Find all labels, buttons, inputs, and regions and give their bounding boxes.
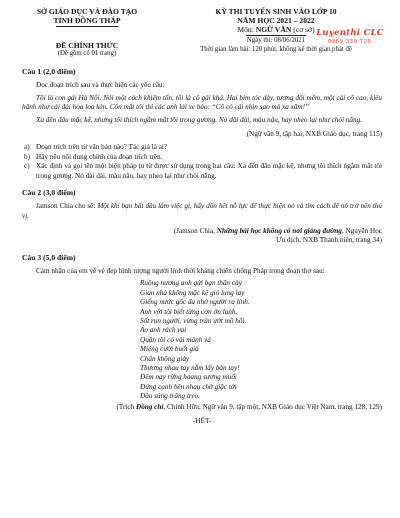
- poem: [140, 279, 382, 401]
- subject-note: (cơ sở): [291, 25, 315, 34]
- poem-line: Miệng cười buốt giá: [140, 345, 199, 354]
- q1-task-list: [22, 143, 382, 181]
- poem-line: Anh với tôi biết từng cơn ớn lạnh,: [140, 307, 238, 316]
- dept-name: SỞ GIÁO DỤC VÀ ĐÀO TẠO: [36, 7, 138, 16]
- task-marker: b): [24, 152, 30, 161]
- q2-source-a: (Jamson Chia,: [173, 226, 217, 235]
- pages-note: (Đề gồm có 01 trang): [57, 50, 117, 57]
- q1-task-item: [22, 162, 382, 181]
- poem-line: Chân không giày: [140, 354, 190, 363]
- q3-source-a: (Trích: [116, 402, 136, 411]
- q1-source: (Ngữ văn 9, tập hai, NXB Giáo dục, trang 115): [246, 130, 382, 139]
- q3-source: [22, 403, 382, 413]
- province-name: TỈNH ĐỒNG THÁP: [53, 16, 121, 25]
- task-text: Hãy nêu nội dung chính của đoạn trích trên.: [36, 152, 163, 161]
- logo-name: Luyenthi CLC: [316, 28, 384, 38]
- q1-task-item: [22, 153, 382, 163]
- poem-line: Sốt run người, vừng trán ướt mồ hôi.: [140, 316, 247, 325]
- official-label: ĐỀ CHÍNH THỨC: [55, 41, 119, 50]
- q2-quote: Một khi bạn bắt đầu làm việc gì, hãy dồn hết nỗ lực để thực hiện nó và tìm cách để nó trở nên thú vị.: [22, 202, 382, 220]
- subject-name: NGỮ VĂN: [255, 25, 292, 34]
- poem-line: Quần tôi có vài mảnh vá: [140, 335, 211, 344]
- question-1-title: Câu 1 (2,0 điểm): [22, 67, 76, 76]
- exam-content: [22, 67, 382, 425]
- poem-line: Áo anh rách vai: [140, 326, 187, 335]
- logo-phone: 0969 339 725: [328, 39, 372, 45]
- q2-lead: Jamson Chia cho sẽ:: [36, 202, 98, 211]
- q1-passage-1: Tôi là con gái Hà Nội. Nói một cách khiêm tốn, tôi là cô gái khá. Hai bím tóc dày, tương đối mềm, một cái cổ cao, kiêu hãnh như cái đài hoa loa kèn. Còn mắt tôi thì các anh lái xe bảo: “Cô có cái nhìn sao mà xa xăm!”: [22, 93, 382, 112]
- q2-book-title: Những bài học không có nơi giảng đường: [216, 226, 342, 235]
- divider: [246, 35, 306, 36]
- poem-line: Gian nhà không mặc kệ gió lung lay: [140, 288, 245, 297]
- poem-line: Giếng nước gốc đa nhớ người ra lính.: [140, 298, 250, 307]
- poem-line: Đứng cạnh bên nhau chờ giặc tới: [140, 382, 237, 391]
- watermark-logo: [306, 28, 394, 58]
- poem-line: Thương nhau tay nắm lấy bàn tay!: [140, 363, 240, 372]
- task-text: Xác định và gọi tên một biện pháp tu từ được sử dụng trong hai câu: Xa đến đâu mặc kệ, nhưng tôi thích ngắm mắt tôi trong gương. Nó dài dài, màu nâu, hay nheo lại như chói nắng.: [36, 162, 382, 180]
- q2-source-b: , Nguyễn Học Ưu dịch, NXB Thanh niên, trang 34): [275, 226, 382, 245]
- poem-line: Đêm nay rừng hoang sương muối: [140, 373, 237, 382]
- exam-date: Ngày thi: 08/06/2021: [246, 37, 306, 44]
- task-text: Đoạn trích trên từ văn bản nào? Tác giả là ai?: [36, 142, 168, 151]
- school-year: NĂM HỌC 2021 – 2022: [237, 16, 315, 25]
- q3-intro: Cảm nhận của em về vẻ đẹp hình tượng người lính thời kháng chiến chống Pháp trong đoạn thơ sau:: [36, 266, 325, 275]
- header-left: [22, 7, 152, 59]
- poem-line: Đầu súng trăng treo.: [140, 392, 201, 401]
- subject-label: Môn:: [237, 25, 256, 34]
- question-2-title: Câu 2 (3,0 điểm): [22, 188, 76, 198]
- q1-task-item: [22, 143, 382, 153]
- end-marker: -HẾT-: [192, 416, 212, 426]
- q2-source: [22, 227, 382, 246]
- poem-line: Ruộng nương anh gửi bạn thân cày: [140, 279, 242, 288]
- q1-intro: Đọc đoạn trích sau và thực hiện các yêu cầu:: [36, 81, 165, 89]
- q3-source-b: , Chính Hữu, Ngữ văn 9, tập một, NXB Giáo dục Việt Nam, trang 128, 129): [163, 402, 382, 411]
- task-marker: c): [24, 162, 30, 171]
- task-marker: a): [24, 142, 30, 151]
- question-3-title: Câu 3 (5,0 điểm): [22, 252, 76, 262]
- divider: [56, 26, 118, 27]
- q1-passage-2: Xa đến đâu mặc kệ, nhưng tôi thích ngắm mắt tôi trong gương. Nó dài dài, màu nâu, hay nheo lại như chói nắng.: [36, 115, 362, 124]
- exam-duration: Thời gian làm bài: 120 phút, không kể thời gian phát đề: [200, 45, 352, 53]
- exam-title: KỲ THI TUYỂN SINH VÀO LỚP 10: [215, 7, 337, 16]
- q3-poem-title: Đồng chí: [136, 402, 164, 411]
- q2-prompt: [22, 202, 382, 221]
